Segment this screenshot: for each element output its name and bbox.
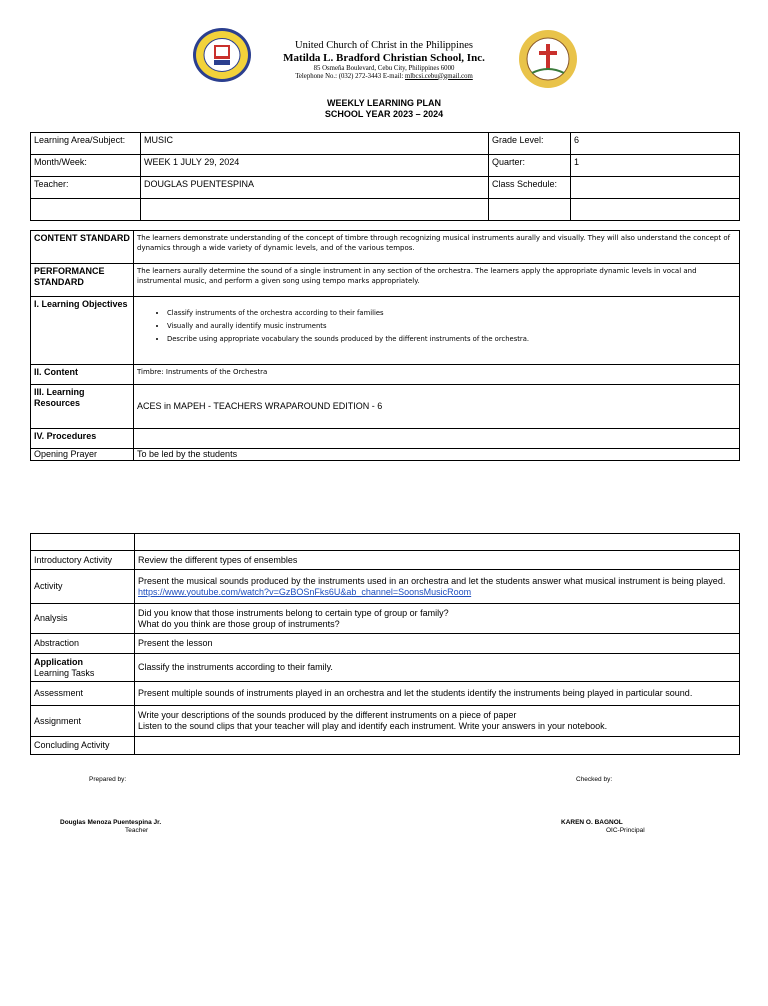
month-label: Month/Week: xyxy=(31,155,141,177)
school-seal-logo xyxy=(192,27,252,83)
objective-item: • Classify instruments of the orchestra according to their families xyxy=(167,307,736,320)
preparer-role: Teacher xyxy=(125,827,149,834)
activity-text: Present the musical sounds produced by the instruments used in an orchestra and let the students answer what musical instrument is being played. xyxy=(138,575,726,586)
plan-table xyxy=(30,230,740,461)
performance-standard-label: PERFORMANCE STANDARD xyxy=(31,264,134,297)
activity-cell xyxy=(135,570,740,604)
empty-cell xyxy=(571,199,740,221)
preparer-name: Douglas Menoza Puentespina Jr. xyxy=(60,819,162,826)
intro-text: Review the different types of ensembles xyxy=(135,551,740,570)
objectives-list xyxy=(137,307,736,346)
assignment-line: Write your descriptions of the sounds produced by the different instruments on a piece of paper xyxy=(138,710,517,720)
objectives-cell xyxy=(134,297,740,365)
analysis-cell xyxy=(135,604,740,634)
empty-cell xyxy=(141,199,489,221)
prayer-label: Opening Prayer xyxy=(31,449,134,461)
school-contact xyxy=(260,73,508,81)
checked-by-label: Checked by: xyxy=(576,776,613,783)
application-label-cell xyxy=(31,654,135,682)
analysis-line: Did you know that those instruments belong to certain type of group or family? xyxy=(138,607,449,618)
application-text: Classify the instruments according to their family. xyxy=(135,654,740,682)
assignment-line: Listen to the sound clips that your teacher will play and identify each instrument. Write your answers in your notebook. xyxy=(138,721,608,731)
empty-cell xyxy=(31,534,135,551)
school-address: 85 Osmeña Boulevard, Cebu City, Philippines 6000 xyxy=(313,64,455,72)
objective-item: • Describe using appropriate vocabulary the sounds produced by the different instruments of the orchestra. xyxy=(167,333,736,346)
grade-label: Grade Level: xyxy=(489,133,571,155)
assessment-text: Present multiple sounds of instruments played in an orchestra and let the students identify the instruments being played in particular sound. xyxy=(135,682,740,706)
analysis-line: What do you think are those group of instruments? xyxy=(138,618,340,629)
assessment-label: Assessment xyxy=(31,682,135,706)
abstraction-label: Abstraction xyxy=(31,634,135,654)
prayer-text: To be led by the students xyxy=(134,449,740,461)
assignment-label: Assignment xyxy=(31,706,135,737)
checker-name: KAREN O. BAGNOL xyxy=(561,819,623,826)
analysis-label: Analysis xyxy=(31,604,135,634)
telephone-text: Telephone No.: (032) 272-3443 E-mail: xyxy=(295,72,405,80)
concluding-text xyxy=(135,737,740,755)
subject-label: Learning Area/Subject: xyxy=(31,133,141,155)
info-table xyxy=(30,132,740,221)
school-name: Matilda L. Bradford Christian School, Inc. xyxy=(283,52,485,65)
checker-role: OIC-Principal xyxy=(606,827,645,834)
quarter-label: Quarter: xyxy=(489,155,571,177)
procedures-cell xyxy=(134,429,740,449)
video-link[interactable]: https://www.youtube.com/watch?v=GzBOSnFks6U&ab_channel=SoonsMusicRoom xyxy=(138,586,472,597)
intro-label: Introductory Activity xyxy=(31,551,135,570)
resources-label: III. Learning Resources xyxy=(31,385,134,429)
quarter-value: 1 xyxy=(571,155,740,177)
performance-standard-text: The learners aurally determine the sound of a single instrument in any section of the orchestra. The learners apply the appropriate dynamic levels in vocal and instrumental music, and perform a given song using tempo marks appropriately. xyxy=(134,264,740,297)
teacher-label: Teacher: xyxy=(31,177,141,199)
empty-cell xyxy=(135,534,740,551)
month-value: WEEK 1 JULY 29, 2024 xyxy=(141,155,489,177)
school-year: SCHOOL YEAR 2023 – 2024 xyxy=(324,109,444,119)
teacher-value: DOUGLAS PUENTESPINA xyxy=(141,177,489,199)
empty-cell xyxy=(31,199,141,221)
email-link[interactable]: mlbcsi.cebu@gmail.com xyxy=(404,72,473,80)
grade-value: 6 xyxy=(571,133,740,155)
schedule-value xyxy=(571,177,740,199)
application-sublabel: Learning Tasks xyxy=(34,667,95,678)
resources-text: ACES in MAPEH - TEACHERS WRAPAROUND EDITION - 6 xyxy=(134,385,740,429)
content-standard-label: CONTENT STANDARD xyxy=(31,231,134,264)
schedule-label: Class Schedule: xyxy=(489,177,571,199)
application-label: Application xyxy=(34,656,83,667)
content-text: Timbre: Instruments of the Orchestra xyxy=(134,365,740,385)
subject-value: MUSIC xyxy=(141,133,489,155)
prepared-by-label: Prepared by: xyxy=(89,776,127,783)
empty-cell xyxy=(489,199,571,221)
concluding-label: Concluding Activity xyxy=(31,737,135,755)
abstraction-text: Present the lesson xyxy=(135,634,740,654)
content-label: II. Content xyxy=(31,365,134,385)
church-name: United Church of Christ in the Philippines xyxy=(295,40,473,51)
plan-title: WEEKLY LEARNING PLAN xyxy=(326,98,441,108)
assignment-cell xyxy=(135,706,740,737)
objectives-label: I. Learning Objectives xyxy=(31,297,134,365)
activity-label: Activity xyxy=(31,570,135,604)
objective-item: • Visually and aurally identify music instruments xyxy=(167,320,736,333)
content-standard-text: The learners demonstrate understanding of the concept of timbre through recognizing musical instruments aurally and visually. They will also understand the concept of dynamics through a wide variety of dynamic levels, and of the various tempos. xyxy=(134,231,740,264)
procedures-label: IV. Procedures xyxy=(31,429,134,449)
church-seal-logo xyxy=(516,29,580,89)
school-header xyxy=(260,40,508,80)
activities-table xyxy=(30,533,740,755)
